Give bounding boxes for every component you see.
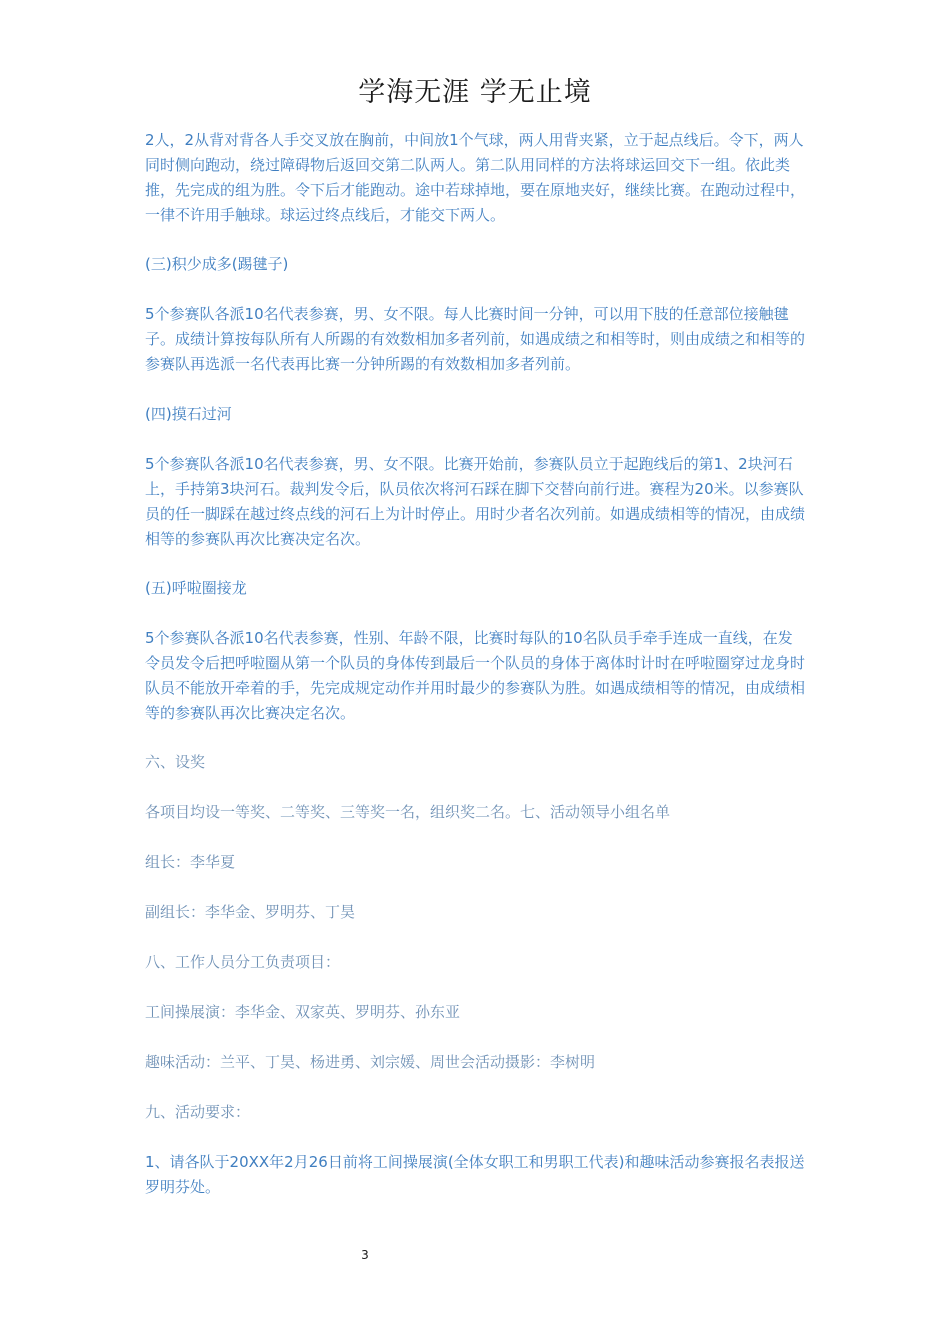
paragraph-awards: 各项目均设一等奖、二等奖、三等奖一名，组织奖二名。七、活动领导小组名单 [145, 803, 671, 821]
section-heading-hula-hoop: (五)呼啦圈接龙 [145, 579, 247, 597]
requirement-item-1: 1、请各队于20XX年2月26日前将工间操展演(全体女职工和男职工代表)和趣味活动参赛报名表报送罗明芬处。 [145, 1153, 805, 1196]
page-header-title: 学海无涯 学无止境 [358, 77, 592, 108]
staff-gymnastics: 工间操展演：李华金、双家英、罗明芬、孙东亚 [145, 1003, 461, 1021]
section-heading-shuttlecock: (三)积少成多(踢毽子) [145, 255, 289, 273]
paragraph-balloon-relay: 2人，2从背对背各人手交叉放在胸前，中间放1个气球，两人用背夹紧，立于起点线后。令下，两人同时侧向跑动，绕过障碍物后返回交第二队两人。第二队用同样的方法将球运回交下一组。依此类推，先完成的组为胜。令下后才能跑动。途中若球掉地，要在原地夹好，继续比赛。在跑动过程中，一律不许用手触球。球运过终点线后，才能交下两人。 [145, 131, 806, 224]
page-number: 3 [361, 1248, 369, 1262]
section-heading-staff: 八、工作人员分工负责项目： [145, 953, 341, 971]
team-leader: 组长：李华夏 [145, 853, 236, 871]
paragraph-river-crossing: 5个参赛队各派10名代表参赛，男、女不限。比赛开始前，参赛队员立于起跑线后的第1、2块河石上，手持第3块河石。裁判发令后，队员依次将河石踩在脚下交替向前行进。赛程为20米。以参赛队员的任一脚踩在越过终点线的河石上为计时停止。用时少者名次列前。如遇成绩相等的情况，由成绩相等的参赛队再次比赛决定名次。 [145, 455, 806, 548]
paragraph-hula-hoop: 5个参赛队各派10名代表参赛，性别、年龄不限，比赛时每队的10名队员手牵手连成一直线，在发令员发令后把呼啦圈从第一个队员的身体传到最后一个队员的身体于离体时计时在呼啦圈穿过龙身时队员不能放开牵着的手，先完成规定动作并用时最少的参赛队为胜。如遇成绩相等的情况，由成绩相等的参赛队再次比赛决定名次。 [145, 629, 806, 722]
team-vice-leaders: 副组长：李华金、罗明芬、丁昊 [145, 903, 356, 921]
section-heading-river-crossing: (四)摸石过河 [145, 405, 232, 423]
section-heading-requirements: 九、活动要求： [145, 1103, 251, 1121]
section-heading-awards: 六、设奖 [145, 753, 206, 771]
paragraph-shuttlecock: 5个参赛队各派10名代表参赛，男、女不限。每人比赛时间一分钟，可以用下肢的任意部位接触毽子。成绩计算按每队所有人所踢的有效数相加多者列前，如遇成绩之和相等时，则由成绩之和相等的参赛队再选派一名代表再比赛一分钟所踢的有效数相加多者列前。 [145, 305, 806, 373]
staff-fun-activities: 趣味活动：兰平、丁昊、杨进勇、刘宗媛、周世会活动摄影：李树明 [145, 1053, 596, 1071]
